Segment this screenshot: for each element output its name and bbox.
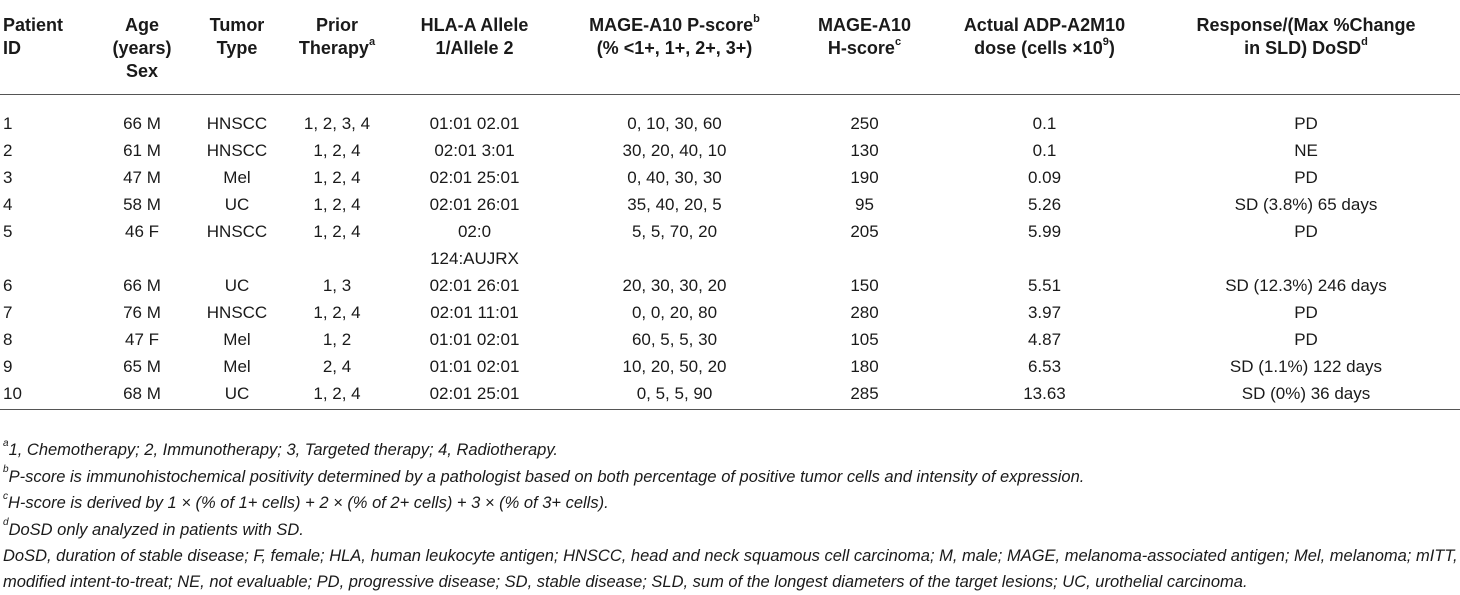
- cell-dose: 3.97: [1027, 303, 1062, 322]
- cell-age-sex: 46 F: [124, 222, 160, 241]
- cell-prior-therapy: 1, 2, 3, 4: [303, 114, 371, 133]
- cell-age-sex: 47 M: [123, 168, 161, 187]
- cell-patient-id: 2: [3, 141, 13, 160]
- cell-hscore: 180: [850, 357, 879, 376]
- table-row: [0, 299, 1460, 326]
- cell-prior-therapy: 1, 2, 4: [313, 141, 361, 160]
- header-hla-allele: HLA-A Allele 1/Allele 2: [392, 0, 557, 95]
- table-row: [0, 137, 1460, 164]
- cell-prior-therapy: 1, 2, 4: [313, 384, 361, 403]
- table-row: [0, 353, 1460, 380]
- table-row: [0, 95, 1460, 138]
- cell-dose: 13.63: [1023, 384, 1066, 403]
- cell-hla-allele: 02:01 26:01: [429, 195, 520, 214]
- table-row: [0, 380, 1460, 410]
- cell-response: PD: [1294, 168, 1318, 187]
- cell-dose: 4.87: [1027, 330, 1062, 349]
- table-row: [0, 164, 1460, 191]
- cell-prior-therapy: 2, 4: [322, 357, 352, 376]
- cell-patient-id: 7: [3, 303, 13, 322]
- cell-hla-allele: 02:01 25:01: [429, 168, 520, 187]
- cell-dose: 0.1: [1032, 114, 1057, 133]
- table-row: [0, 191, 1460, 218]
- cell-hscore: 150: [850, 276, 879, 295]
- cell-tumor-type: HNSCC: [206, 303, 268, 322]
- cell-hla-allele: 02:01 3:01: [434, 141, 515, 160]
- header-patient-id: Patient ID: [0, 0, 92, 95]
- footnote-b: $^b$P-score is immunohistochemical positivity determined by a pathologist based on both percentage of positive tumor cells and intensity of expression.: [3, 464, 1085, 486]
- header-dose: Actual ADP-A2M10 dose (cells $\times 10^9$): [937, 0, 1152, 95]
- cell-prior-therapy: 1, 2: [322, 330, 352, 349]
- table-body: [0, 95, 1460, 410]
- header-age-sex: Age (years) Sex: [92, 0, 192, 95]
- footnote-d: $^d$DoSD only analyzed in patients with SD.: [3, 517, 304, 539]
- cell-pscore: 0, 40, 30, 30: [627, 168, 722, 187]
- cell-pscore: 0, 5, 5, 90: [636, 384, 713, 403]
- cell-prior-therapy: 1, 3: [322, 276, 352, 295]
- cell-age-sex: 66 M: [123, 114, 161, 133]
- table-footnotes: [3, 437, 1459, 595]
- footnote-a: $^a$1, Chemotherapy; 2, Immunotherapy; 3, Targeted therapy; 4, Radiotherapy.: [3, 437, 558, 459]
- cell-prior-therapy: 1, 2, 4: [313, 195, 361, 214]
- cell-hla-allele: 01:01 02:01: [429, 357, 520, 376]
- cell-pscore: 20, 30, 30, 20: [622, 276, 727, 295]
- cell-hla-allele: 02:0 124:AUJRX: [430, 222, 519, 268]
- cell-response: PD: [1294, 330, 1318, 349]
- cell-tumor-type: UC: [224, 384, 250, 403]
- cell-pscore: 5, 5, 70, 20: [631, 222, 718, 241]
- footnote-c: $^c$H-score is derived by 1 × (% of 1+ cells) + 2 × (% of 2+ cells) + 3 × (% of 3+ cells).: [3, 490, 609, 512]
- cell-patient-id: 9: [3, 357, 13, 376]
- cell-hla-allele: 02:01 26:01: [429, 276, 520, 295]
- cell-pscore: 0, 10, 30, 60: [627, 114, 722, 133]
- header-tumor-type: Tumor Type: [192, 0, 282, 95]
- cell-hscore: 105: [850, 330, 879, 349]
- cell-age-sex: 58 M: [123, 195, 161, 214]
- cell-age-sex: 76 M: [123, 303, 161, 322]
- table-row: [0, 326, 1460, 353]
- table-row: [0, 272, 1460, 299]
- cell-dose: 5.26: [1027, 195, 1062, 214]
- cell-pscore: 60, 5, 5, 30: [631, 330, 718, 349]
- cell-hla-allele: 01:01 02:01: [429, 330, 520, 349]
- cell-patient-id: 10: [3, 384, 22, 403]
- cell-tumor-type: HNSCC: [206, 114, 268, 133]
- cell-pscore: 10, 20, 50, 20: [622, 357, 727, 376]
- cell-patient-id: 3: [3, 168, 13, 187]
- cell-tumor-type: Mel: [223, 330, 251, 349]
- cell-response: SD (1.1%) 122 days: [1229, 357, 1383, 376]
- header-pscore: MAGE-A10 P-score$^b$ (% <1+, 1+, 2+, 3+): [557, 0, 792, 95]
- cell-pscore: 0, 0, 20, 80: [631, 303, 718, 322]
- header-response: Response/(Max %Change in SLD) DoSD$^d$: [1152, 0, 1460, 95]
- cell-response: SD (3.8%) 65 days: [1234, 195, 1378, 214]
- cell-response: SD (0%) 36 days: [1241, 384, 1371, 403]
- cell-response: PD: [1294, 222, 1318, 241]
- cell-age-sex: 68 M: [123, 384, 161, 403]
- cell-prior-therapy: 1, 2, 4: [313, 168, 361, 187]
- cell-hla-allele: 01:01 02.01: [429, 114, 520, 133]
- cell-hscore: 250: [850, 114, 879, 133]
- header-hscore: MAGE-A10 H-score$^c$: [792, 0, 937, 95]
- cell-response: NE: [1294, 141, 1318, 160]
- cell-dose: 6.53: [1027, 357, 1062, 376]
- cell-patient-id: 4: [3, 195, 13, 214]
- cell-pscore: 35, 40, 20, 5: [627, 195, 722, 214]
- cell-tumor-type: HNSCC: [206, 141, 268, 160]
- header-prior-therapy: Prior Therapy$^a$: [282, 0, 392, 95]
- cell-hscore: 130: [850, 141, 879, 160]
- cell-prior-therapy: 1, 2, 4: [313, 303, 361, 322]
- cell-tumor-type: Mel: [223, 168, 251, 187]
- cell-patient-id: 5: [3, 222, 13, 241]
- table-row: [0, 218, 1460, 272]
- cell-age-sex: 47 F: [124, 330, 160, 349]
- cell-patient-id: 1: [3, 114, 13, 133]
- cell-response: PD: [1294, 114, 1318, 133]
- cell-hscore: 95: [855, 195, 874, 214]
- cell-dose: 5.99: [1027, 222, 1062, 241]
- cell-hscore: 285: [850, 384, 879, 403]
- cell-response: PD: [1294, 303, 1318, 322]
- cell-age-sex: 66 M: [123, 276, 161, 295]
- cell-hscore: 190: [850, 168, 879, 187]
- cell-tumor-type: HNSCC: [206, 222, 268, 241]
- cell-pscore: 30, 20, 40, 10: [622, 141, 727, 160]
- cell-age-sex: 61 M: [123, 141, 161, 160]
- cell-hla-allele: 02:01 11:01: [430, 303, 519, 322]
- cell-dose: 0.09: [1027, 168, 1062, 187]
- cell-hla-allele: 02:01 25:01: [429, 384, 520, 403]
- cell-tumor-type: UC: [224, 276, 250, 295]
- cell-tumor-type: UC: [224, 195, 250, 214]
- cell-tumor-type: Mel: [223, 357, 251, 376]
- cell-patient-id: 6: [3, 276, 13, 295]
- cell-age-sex: 65 M: [123, 357, 161, 376]
- cell-dose: 0.1: [1032, 141, 1057, 160]
- cell-response: SD (12.3%) 246 days: [1225, 276, 1387, 295]
- header-row: [0, 0, 1460, 95]
- cell-patient-id: 8: [3, 330, 13, 349]
- footnote-abbreviations: DoSD, duration of stable disease; F, female; HLA, human leukocyte antigen; HNSCC, head and neck squamous cell carcinoma; M, male; MAGE, melanoma-associated antigen; Mel, melanoma; mITT, modified intent-to-treat; NE, not evaluable; PD, progressive disease; SD, stable disease; SLD, sum of the longest diameters of the target lesions; UC, urothelial carcinoma.: [3, 547, 1458, 591]
- cell-dose: 5.51: [1027, 276, 1062, 295]
- cell-hscore: 205: [850, 222, 879, 241]
- cell-hscore: 280: [850, 303, 879, 322]
- cell-prior-therapy: 1, 2, 4: [313, 222, 361, 241]
